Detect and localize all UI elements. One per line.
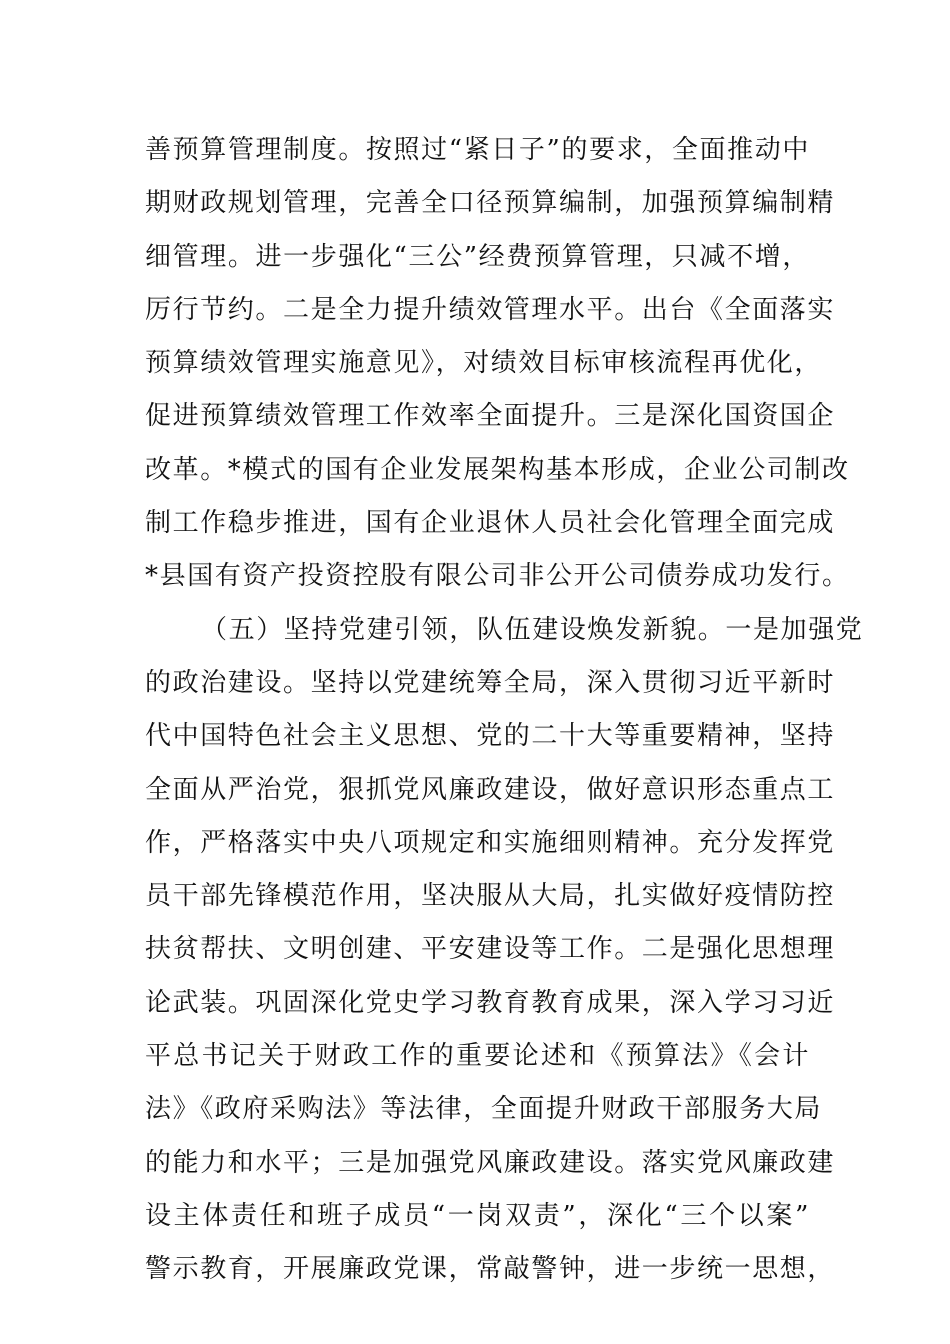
- text-line: 制工作稳步推进，国有企业退休人员社会化管理全面完成: [145, 508, 836, 539]
- text-line: 代中国特色社会主义思想、党的二十大等重要精神，坚持: [145, 721, 836, 752]
- text-line: 论武装。巩固深化党史学习教育教育成果，深入学习习近: [145, 987, 836, 1018]
- text-line: 预算绩效管理实施意见》，对绩效目标审核流程再优化，: [145, 348, 823, 379]
- text-line: *县国有资产投资控股有限公司非公开公司债券成功发行。: [145, 561, 850, 592]
- text-line: 设主体责任和班子成员“一岗双责”，深化“三个以案”: [145, 1200, 810, 1231]
- text-line: 平总书记关于财政工作的重要论述和《预算法》《会计: [145, 1041, 810, 1072]
- body-text: [145, 124, 864, 1297]
- text-line: 细管理。进一步强化“三公”经费预算管理，只减不增，: [145, 241, 810, 272]
- text-line: 作，严格落实中央八项规定和实施细则精神。充分发挥党: [145, 827, 836, 858]
- text-line: 法》《政府采购法》等法律，全面提升财政干部服务大局: [145, 1094, 823, 1125]
- text-line: 促进预算绩效管理工作效率全面提升。三是深化国资国企: [145, 401, 836, 432]
- text-line: 期财政规划管理，完善全口径预算编制，加强预算编制精: [145, 188, 836, 219]
- text-line: 改革。*模式的国有企业发展架构基本形成，企业公司制改: [145, 454, 850, 485]
- text-line: 善预算管理制度。按照过“紧日子”的要求，全面推动中: [145, 135, 810, 165]
- text-line: 的政治建设。坚持以党建统筹全局，深入贯彻习近平新时: [145, 667, 836, 698]
- text-line: 警示教育，开展廉政党课，常敲警钟，进一步统一思想，: [145, 1254, 836, 1285]
- text-line: 全面从严治党，狠抓党风廉政建设，做好意识形态重点工: [145, 774, 836, 805]
- paragraph-start-line: （五）坚持党建引领，队伍建设焕发新貌。一是加强党: [201, 614, 864, 645]
- text-line: 员干部先锋模范作用，坚决服从大局，扎实做好疫情防控: [145, 881, 836, 912]
- text-line: 厉行节约。二是全力提升绩效管理水平。出台《全面落实: [145, 294, 836, 325]
- text-line: 的能力和水平；三是加强党风廉政建设。落实党风廉政建: [145, 1147, 836, 1178]
- text-line: 扶贫帮扶、文明创建、平安建设等工作。二是强化思想理: [145, 934, 836, 965]
